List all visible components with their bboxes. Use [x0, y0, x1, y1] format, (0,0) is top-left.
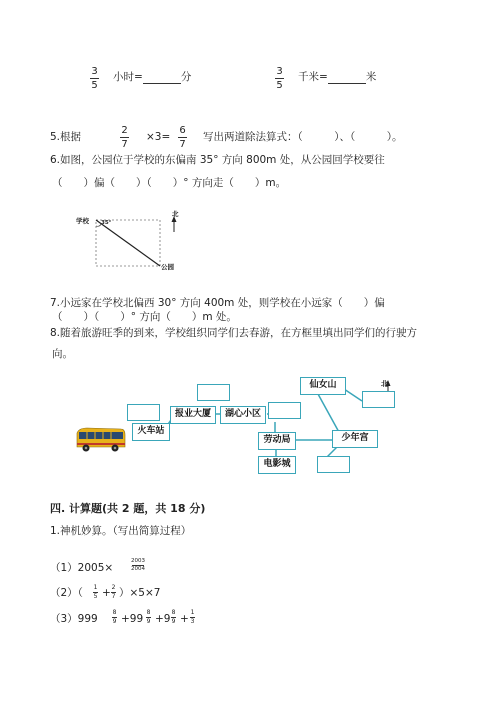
section4-q1-title: 1.神机妙算。（写出简算过程）	[50, 525, 192, 537]
q6-line1: 6.如图，公园位于学校的东偏南 35° 方向 800m 处，从公园回学校要往	[50, 154, 385, 166]
q8-line1: 8.随着旅游旺季的到来，学校组织同学们去春游，在方框里填出同学们的行驶方	[50, 327, 418, 339]
calc-2-close: ）×5×7	[119, 587, 161, 599]
school-label: 学校	[76, 217, 89, 225]
place-xiannv-mountain: 仙女山	[300, 377, 346, 395]
fraction-3-5-b: 3 5	[276, 66, 283, 91]
answer-blank[interactable]	[143, 73, 181, 84]
q5-suffix: 写出两道除法算式：（ ）、（ ）。	[203, 131, 403, 143]
q7-line2: （ ）（ ）° 方向（ ）m 处。	[52, 311, 237, 323]
place-cinema: 电影城	[258, 456, 296, 474]
calc-3-label: （3）999	[50, 613, 98, 625]
place-newspaper-building: 报业大厦	[170, 406, 216, 424]
road-segment	[318, 394, 340, 434]
map-north-label: 北	[381, 380, 388, 388]
answer-box[interactable]	[317, 456, 350, 473]
q8-line2: 向。	[52, 348, 73, 360]
answer-box[interactable]	[127, 404, 160, 421]
q4-hours-line: 小时= 分	[113, 71, 192, 83]
fraction-3-5-a: 3 5	[91, 66, 98, 91]
park-label: 公园	[161, 263, 174, 271]
calc-2-open: （2）（	[50, 587, 83, 599]
angle-label: 35°	[101, 220, 112, 226]
q4-km-line: 千米= 米	[298, 71, 377, 83]
place-train-station: 火车站	[132, 423, 170, 441]
answer-blank[interactable]	[328, 73, 366, 84]
fraction-2-7: 2 7	[121, 125, 128, 150]
calc-3-t2: +99	[121, 613, 144, 625]
answer-box[interactable]	[268, 402, 301, 419]
place-youth-palace: 少年宫	[332, 430, 378, 448]
fraction-6-7: 6 7	[179, 125, 186, 150]
bus-icon	[73, 425, 127, 455]
answer-box[interactable]	[197, 384, 230, 401]
q5-prefix: 5.根据	[50, 131, 82, 143]
calc-1-label: （1）2005×	[50, 562, 114, 574]
calc-2-plus: +	[102, 587, 111, 599]
fraction-1-3: 1 3	[190, 609, 195, 625]
answer-box[interactable]	[362, 391, 395, 408]
q6-line2: （ ）偏（ ）（ ）° 方向走（ ）m。	[52, 177, 287, 189]
fraction-8-9-b: 8 9	[146, 609, 151, 625]
q7-line1: 7.小远家在学校北偏西 30° 方向 400m 处，则学校在小远家（ ）偏	[50, 297, 385, 309]
direction-diagram	[74, 210, 194, 272]
calc-3-t4: +	[180, 613, 189, 625]
fraction-2003-2004: 2003 2004	[131, 558, 145, 572]
place-labor-bureau: 劳动局	[258, 432, 296, 450]
road-segment	[344, 389, 362, 401]
north-label: 北	[172, 210, 179, 218]
section4-title: 四. 计算题(共 2 题，共 18 分)	[50, 502, 206, 515]
school-park-line	[96, 220, 160, 266]
place-lake-district: 湖心小区	[220, 406, 266, 424]
q5-mid: ×3=	[146, 131, 171, 143]
fraction-2-7-b: 2 7	[111, 584, 116, 600]
fraction-8-9-a: 8 9	[112, 609, 117, 625]
calc-3-t3: +9	[155, 613, 171, 625]
fraction-8-9-c: 8 9	[171, 609, 176, 625]
fraction-1-5: 1 5	[93, 584, 98, 600]
